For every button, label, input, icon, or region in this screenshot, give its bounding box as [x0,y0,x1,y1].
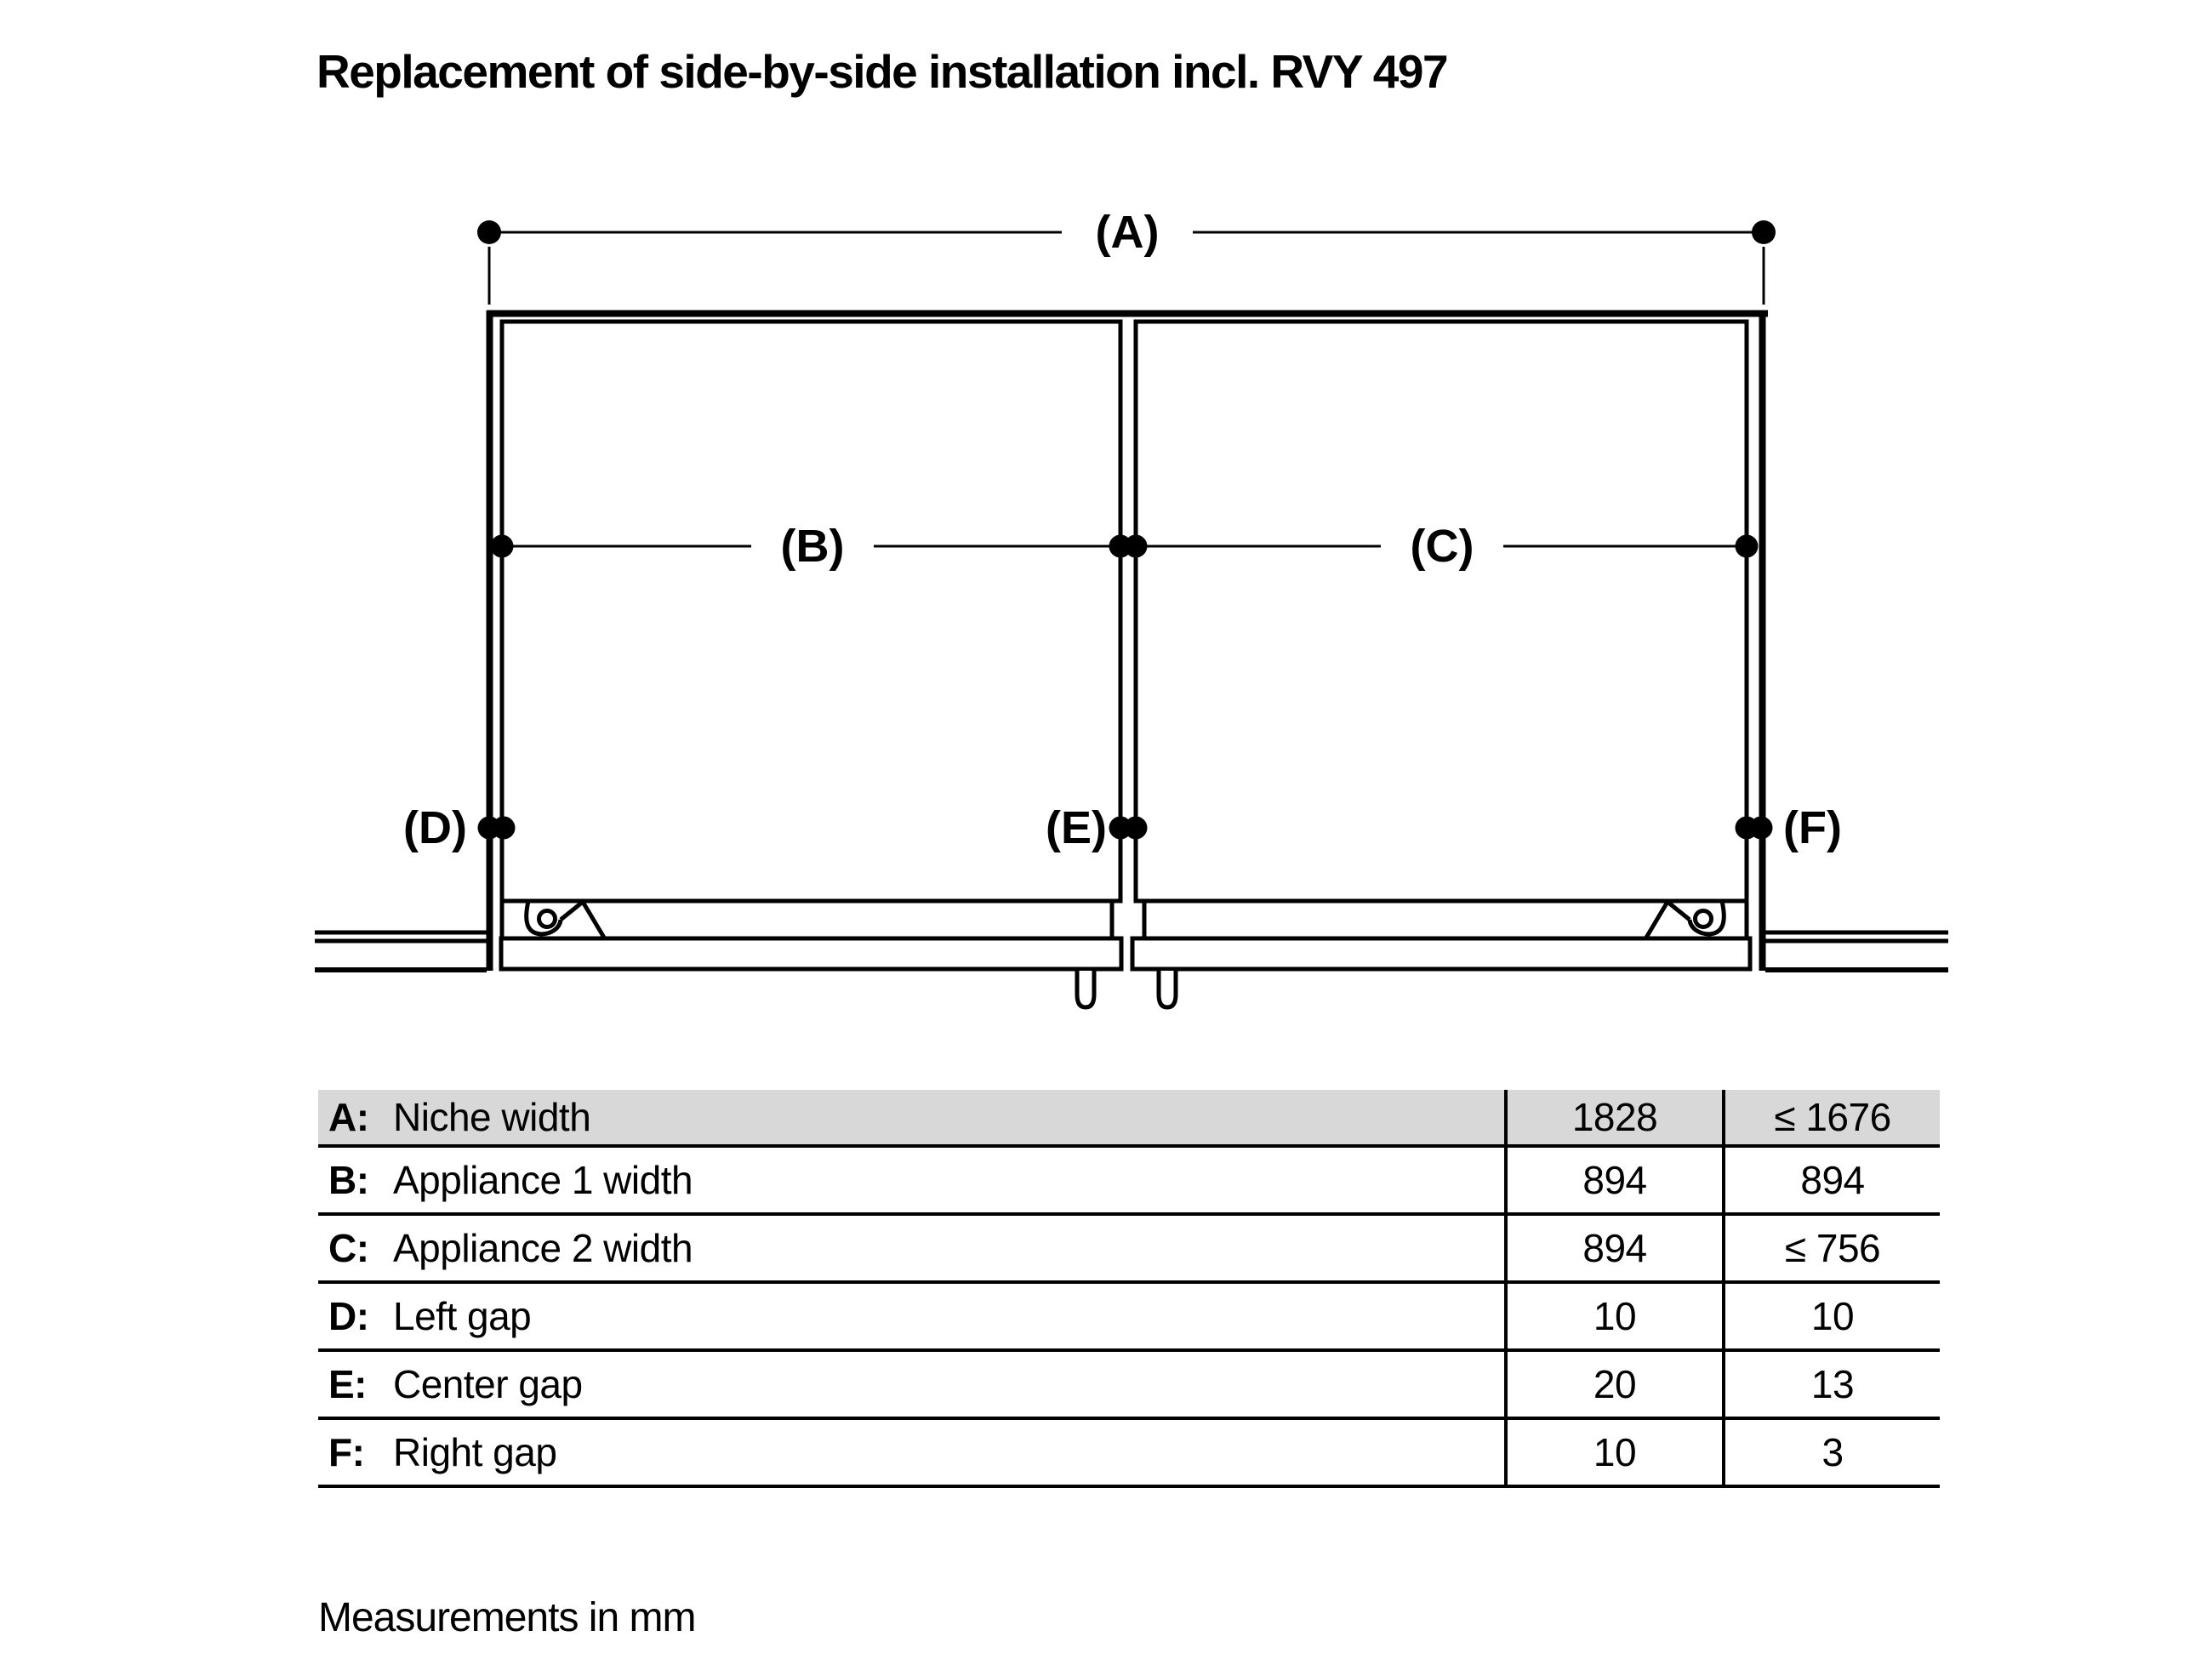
row-d-key: D: [328,1294,369,1338]
table-row-b [318,1148,1940,1216]
row-d-label: Left gap [393,1294,532,1338]
dim-label-c: (C) [1410,521,1474,572]
row-d-description [318,1284,1504,1348]
row-a-label: Niche width [393,1095,591,1139]
appliance-2-foot-peg [1159,971,1176,1007]
row-f-value-1: 10 [1504,1420,1722,1485]
dim-a-dot-left [477,220,501,244]
row-d-value-1: 10 [1504,1284,1722,1348]
row-b-description [318,1148,1504,1212]
row-c-label: Appliance 2 width [393,1226,693,1270]
row-f-description [318,1420,1504,1485]
dim-c-dot-right [1736,535,1759,558]
appliance-2-outline [1136,322,1747,901]
dim-b-dot-left [491,535,514,558]
gap-marker-d [478,817,516,840]
row-b-key: B: [328,1158,369,1202]
row-a-description [318,1090,1504,1144]
table-row-c [318,1216,1940,1284]
table-row-f [318,1420,1940,1485]
table-row-e [318,1352,1940,1420]
appliance-2-base [1132,901,1750,1007]
appliance-1-leveling-foot [527,901,604,938]
appliance-1-foot-peg [1077,971,1094,1007]
row-c-description [318,1216,1504,1280]
row-e-key: E: [328,1362,367,1406]
dim-c-dot-left [1125,535,1148,558]
row-a-key: A: [328,1095,369,1139]
dim-label-d: (D) [403,802,467,853]
measurements-note: Measurements in mm [318,1595,696,1640]
dim-label-e: (E) [1046,802,1107,853]
floor-left [315,932,487,970]
row-b-value-1: 894 [1504,1148,1722,1212]
dim-label-b: (B) [780,521,845,572]
appliance-1-base [501,901,1121,1007]
row-c-value-2: ≤ 756 [1722,1216,1940,1280]
dim-label-f: (F) [1783,802,1842,853]
table-row-a [318,1090,1940,1148]
appliance-2-leveling-foot [1646,901,1724,938]
row-c-value-1: 894 [1504,1216,1722,1280]
measurement-table [318,1090,1940,1488]
page-title: Replacement of side-by-side installation incl. RVY 497 [316,45,1448,98]
row-e-label: Center gap [393,1362,583,1406]
floor-right [1765,932,1948,970]
row-f-key: F: [328,1430,365,1474]
dim-a-dot-right [1752,220,1776,244]
row-e-description [318,1352,1504,1417]
row-e-value-2: 13 [1722,1352,1940,1417]
row-a-value-1: 1828 [1504,1090,1722,1144]
row-f-label: Right gap [393,1430,557,1474]
row-b-label: Appliance 1 width [393,1158,693,1202]
appliance-1-outline [502,322,1120,901]
gap-marker-e [1109,817,1148,840]
row-a-value-2: ≤ 1676 [1722,1090,1940,1144]
gap-marker-f [1736,817,1773,840]
row-c-key: C: [328,1226,369,1270]
table-row-d [318,1284,1940,1352]
row-e-value-1: 20 [1504,1352,1722,1417]
dim-label-a: (A) [1095,207,1160,258]
row-b-value-2: 894 [1722,1148,1940,1212]
row-d-value-2: 10 [1722,1284,1940,1348]
row-f-value-2: 3 [1722,1420,1940,1485]
